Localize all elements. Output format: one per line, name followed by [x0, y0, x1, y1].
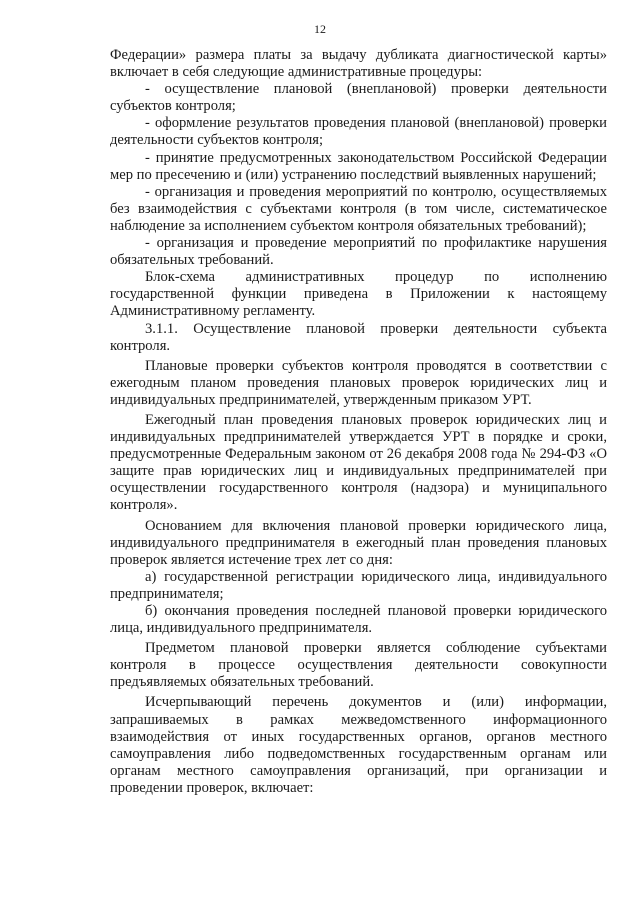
paragraph-annual-plan: Ежегодный план проведения плановых проверок юридических лиц и индивидуальных предпринимателей утверждается УРТ в порядке и сроки, предусмотренные Федеральным законом от 26 декабря 2008 года № 294-ФЗ «О защите прав юридических лиц и индивидуальных предпринимателей при осуществлении государственного контроля (надзора) и муниципального контроля».	[110, 411, 607, 514]
document-body	[110, 47, 607, 797]
paragraph-intro: Федерации» размера платы за выдачу дубликата диагностической карты» включает в себя следующие административные процедуры:	[110, 47, 607, 81]
paragraph-document-list: Исчерпывающий перечень документов и (или) информации, запрашиваемых в рамках межведомственного информационного взаимодействия от иных государственных органов, органов местного самоуправления либо подведомственных государственным органам или органам местного самоуправления организаций, при организации и проведении проверок, включает:	[110, 694, 607, 796]
page-number: 12	[314, 22, 326, 36]
list-item-measures: - принятие предусмотренных законодательством Российской Федерации мер по пресечению и (или) устранению последствий выявленных нарушений;	[110, 149, 607, 183]
paragraph-subject: Предметом плановой проверки является соблюдение субъектами контроля в процессе осуществления деятельности совокупности предъявляемых обязательных требований.	[110, 640, 607, 691]
list-item-a: а) государственной регистрации юридического лица, индивидуального предпринимателя;	[110, 568, 607, 602]
list-item-prevention: - организация и проведение мероприятий по профилактике нарушения обязательных требований.	[110, 235, 607, 269]
list-item-control-events: - организация и проведения мероприятий по контролю, осуществляемых без взаимодействия с субъектами контроля (в том числе, систематическое наблюдение за исполнением субъектом контроля обязательных требований);	[110, 183, 607, 234]
paragraph-block-scheme: Блок-схема административных процедур по исполнению государственной функции приведена в Приложении к настоящему Административному регламенту.	[110, 269, 607, 320]
paragraph-grounds: Основанием для включения плановой проверки юридического лица, индивидуального предпринимателя в ежегодный план проведения плановых проверок является истечение трех лет со дня:	[110, 517, 607, 568]
list-item-planned-check: - осуществление плановой (внеплановой) проверки деятельности субъектов контроля;	[110, 81, 607, 115]
section-heading-3-1-1: 3.1.1. Осуществление плановой проверки деятельности субъекта контроля.	[110, 320, 607, 354]
paragraph-planned-checks: Плановые проверки субъектов контроля проводятся в соответствии с ежегодным планом проведения плановых проверок юридических лиц и индивидуальных предпринимателей, утвержденным приказом УРТ.	[110, 357, 607, 408]
list-item-results-registration: - оформление результатов проведения плановой (внеплановой) проверки деятельности субъектов контроля;	[110, 115, 607, 149]
list-item-b: б) окончания проведения последней плановой проверки юридического лица, индивидуального предпринимателя.	[110, 603, 607, 637]
